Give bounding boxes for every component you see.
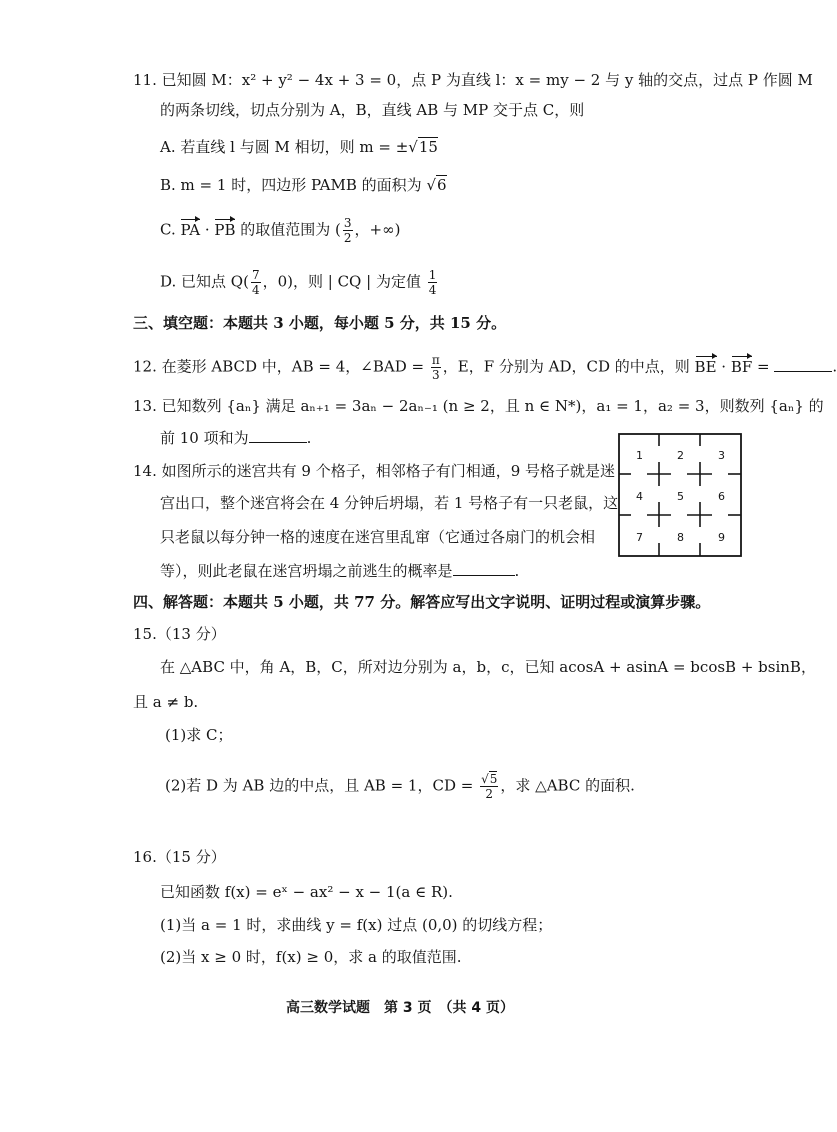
q16-part2: (2)当 x ≥ 0 时，f(x) ≥ 0，求 a 的取值范围.: [160, 948, 462, 966]
q11-option-a: [160, 137, 438, 157]
q11-option-a-text: A. 若直线 l 与圆 M 相切，则 m = ±: [160, 138, 409, 156]
q14-line3: 只老鼠以每分钟一格的速度在迷宫里乱窜（它通过各扇门的机会相: [160, 528, 596, 546]
q11-option-b-radicand: 6: [437, 176, 447, 194]
fraction: [431, 353, 441, 382]
q11-option-c-label: C.: [160, 220, 181, 239]
maze-cell-label: 6: [718, 490, 725, 503]
fraction-denominator: 4: [251, 283, 260, 297]
dot-operator: ·: [716, 357, 731, 376]
q11-option-d-text: D. 已知点 Q(: [160, 272, 249, 291]
fraction-numerator: π: [431, 353, 440, 367]
q11-option-b-text: B. m = 1 时，四边形 PAMB 的面积为: [160, 176, 427, 194]
vector-be: BE: [694, 357, 717, 376]
q15-line1: 在 △ABC 中，角 A，B，C，所对边分别为 a，b，c，已知 acosA + asinA = bcosB + bsinB，: [160, 658, 816, 676]
fraction: [251, 268, 261, 297]
fraction-numerator: 7: [251, 268, 260, 282]
q16-part1: (1)当 a = 1 时，求曲线 y = f(x) 过点 (0,0) 的切线方程；: [160, 916, 553, 934]
fraction: [428, 268, 438, 297]
fraction-numerator: 3: [343, 216, 352, 230]
q13-line1: 13. 已知数列 {aₙ} 满足 aₙ₊₁ = 3aₙ − 2aₙ₋₁ (n ≥ 2，且 n ∈ N*)，a₁ = 1，a₂ = 3，则数列 {aₙ} 的: [133, 397, 824, 415]
maze-cell-label: 1: [636, 449, 643, 462]
fraction: [343, 216, 353, 245]
vector-bf: BF: [730, 357, 753, 376]
fraction-denominator: 2: [343, 231, 352, 245]
q15-part2-end: ，求 △ABC 的面积.: [500, 776, 635, 795]
q12-text: 12. 在菱形 ABCD 中，AB = 4，∠BAD =: [133, 357, 429, 376]
q15-heading: 15.（13 分）: [133, 625, 226, 643]
q15-line2: 且 a ≠ b.: [133, 693, 199, 711]
section-4-heading: 四、解答题：本题共 5 小题，共 77 分。解答应写出文字说明、证明过程或演算步骤。: [133, 593, 711, 611]
q14-end: .: [514, 562, 520, 580]
q12-mid: ，E，F 分别为 AD，CD 的中点，则: [442, 357, 695, 376]
q15-part2-text: (2)若 D 为 AB 边的中点，且 AB = 1，CD =: [165, 776, 479, 795]
answer-blank[interactable]: [774, 357, 832, 372]
q11-option-c: [160, 216, 400, 245]
fraction-denominator: 4: [428, 283, 437, 297]
q11-stem-line2: 的两条切线，切点分别为 A，B，直线 AB 与 MP 交于点 C，则: [160, 101, 585, 119]
q11-option-c-mid: 的取值范围为 (: [235, 220, 341, 239]
maze-cell-label: 8: [677, 531, 684, 544]
q13-end: .: [306, 429, 312, 447]
dot-operator: ·: [200, 220, 215, 239]
vector-pa: PA: [180, 220, 201, 239]
sqrt-sign: √: [408, 138, 418, 156]
q15-part2: [165, 772, 635, 801]
q14-line1: 14. 如图所示的迷宫共有 9 个格子，相邻格子有门相通，9 号格子就是迷: [133, 462, 616, 480]
q11-option-d: [160, 268, 439, 297]
q11-stem-line1: 11. 已知圆 M：x² + y² − 4x + 3 = 0，点 P 为直线 l：x = my − 2 与 y 轴的交点，过点 P 作圆 M: [133, 71, 813, 89]
sqrt-sign: √: [426, 176, 436, 194]
fraction-denominator: 2: [485, 787, 494, 801]
fraction-denominator: 3: [431, 368, 440, 382]
maze-cell-label: 9: [718, 531, 725, 544]
maze-cell-label: 2: [677, 449, 684, 462]
maze-diagram: [618, 433, 742, 557]
maze-cell-label: 4: [636, 490, 643, 503]
section-3-heading: 三、填空题：本题共 3 小题，每小题 5 分，共 15 分。: [133, 314, 507, 332]
fraction-numerator: [480, 772, 498, 787]
q14-line4-text: 等），则此老鼠在迷宫坍塌之前逃生的概率是: [160, 562, 453, 580]
fraction-numerator: 1: [428, 268, 437, 282]
q13-line2-text: 前 10 项和为: [160, 429, 249, 447]
maze-cell-label: 3: [718, 449, 725, 462]
maze-cell-label: 7: [636, 531, 643, 544]
equals-sign: =: [752, 357, 775, 376]
q16-heading: 16.（15 分）: [133, 848, 226, 866]
q12: [133, 353, 837, 382]
vector-pb: PB: [214, 220, 236, 239]
q13-line2: [160, 428, 311, 448]
q11-option-b: [160, 175, 447, 195]
radicand: 5: [489, 772, 498, 786]
q11-option-c-end: ，+∞): [354, 220, 401, 239]
q15-part1: (1)求 C；: [165, 726, 233, 744]
page-footer: 高三数学试题 第 3 页 （共 4 页）: [286, 1000, 514, 1016]
answer-blank[interactable]: [249, 428, 307, 443]
q16-line1: 已知函数 f(x) = eˣ − ax² − x − 1(a ∈ R).: [160, 883, 453, 901]
answer-blank[interactable]: [453, 561, 515, 576]
q11-option-d-mid: ，0)，则 | CQ | 为定值: [262, 272, 426, 291]
sqrt-sign: √: [481, 772, 489, 786]
q14-line2: 宫出口，整个迷宫将会在 4 分钟后坍塌，若 1 号格子有一只老鼠，这: [160, 494, 619, 512]
maze-cell-label: 5: [677, 490, 684, 503]
q11-option-a-radicand: 15: [418, 138, 438, 156]
fraction: [480, 772, 498, 801]
q14-line4: [160, 561, 519, 581]
q12-end: .: [832, 357, 837, 376]
